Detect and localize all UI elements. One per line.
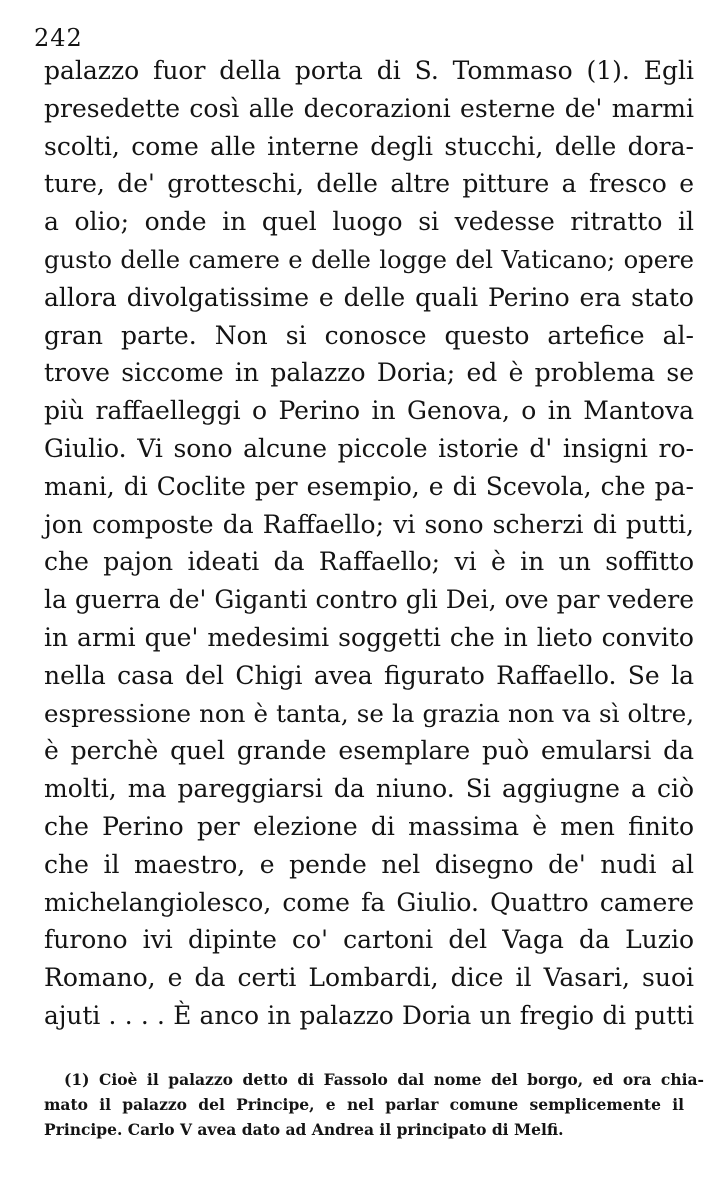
text-line: è perchè quel grande esemplare può emularsi da: [44, 736, 694, 766]
text-line: ture, de' grotteschi, delle altre pitture a fresco e: [44, 169, 694, 199]
text-line: allora divolgatissime e delle quali Perino era stato: [44, 282, 694, 312]
text-line: più raffaelleggi o Perino in Genova, o in Mantova: [44, 396, 694, 426]
page-number: 242: [34, 24, 83, 52]
main-text: [44, 52, 694, 1035]
text-line: la guerra de' Giganti contro gli Dei, ove par vedere: [44, 585, 694, 615]
footnote-line: (1) Cioè il palazzo detto di Fassolo dal nome del borgo, ed ora chia-: [64, 1070, 704, 1089]
text-line: espressione non è tanta, se la grazia non va sì oltre,: [44, 698, 694, 728]
text-line: trove siccome in palazzo Doria; ed è problema se: [44, 358, 694, 388]
text-line: ajuti . . . . È anco in palazzo Doria un fregio di putti: [44, 1000, 694, 1030]
text-line: Romano, e da certi Lombardi, dice il Vasari, suoi: [44, 963, 694, 993]
text-line: furono ivi dipinte co' cartoni del Vaga da Luzio: [44, 925, 694, 955]
text-line: gusto delle camere e delle logge del Vaticano; opere: [44, 244, 694, 274]
footnote-line: Principe. Carlo V avea dato ad Andrea il principato di Melfi.: [44, 1120, 564, 1139]
text-line: jon composte da Raffaello; vi sono scherzi di putti,: [44, 509, 694, 539]
text-line: che pajon ideati da Raffaello; vi è in un soffitto: [44, 547, 694, 577]
text-line: Giulio. Vi sono alcune piccole istorie d' insigni ro-: [44, 433, 694, 463]
text-line: in armi que' medesimi soggetti che in lieto convito: [44, 622, 694, 652]
text-line: nella casa del Chigi avea figurato Raffaello. Se la: [44, 660, 694, 690]
text-line: che Perino per elezione di massima è men finito: [44, 811, 694, 841]
footnote: [44, 1067, 704, 1142]
text-line: gran parte. Non si conosce questo artefice al-: [44, 320, 694, 350]
text-line: michelangiolesco, come fa Giulio. Quattro camere: [44, 887, 694, 917]
text-line: a olio; onde in quel luogo si vedesse ritratto il: [44, 207, 694, 237]
text-line: mani, di Coclite per esempio, e di Scevola, che pa-: [44, 471, 694, 501]
text-line: molti, ma pareggiarsi da niuno. Si aggiugne a ciò: [44, 774, 694, 804]
footnote-line: mato il palazzo del Principe, e nel parlar comune semplicemente il: [44, 1095, 684, 1114]
text-line: presedette così alle decorazioni esterne de' marmi: [44, 93, 694, 123]
text-line: che il maestro, e pende nel disegno de' nudi al: [44, 849, 694, 879]
text-line: scolti, come alle interne degli stucchi, delle dora-: [44, 131, 694, 161]
text-line: palazzo fuor della porta di S. Tommaso (1). Egli: [44, 56, 694, 85]
